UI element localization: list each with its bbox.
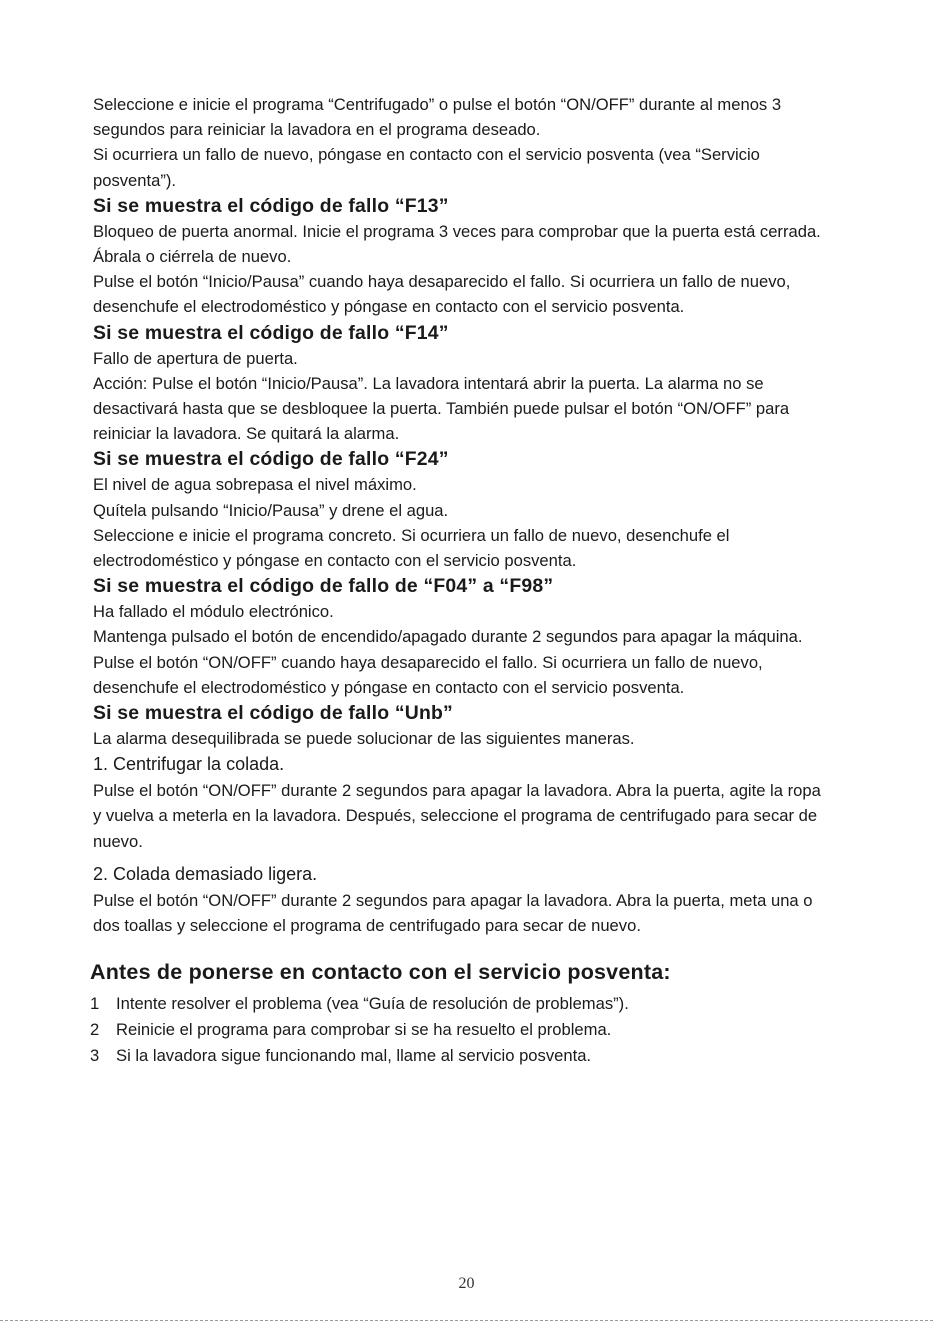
f24-paragraph-2: Quítela pulsando “Inicio/Pausa” y drene el agua.: [93, 500, 449, 520]
step-number: 3: [90, 1045, 100, 1065]
step-text: Si la lavadora sigue funcionando mal, llame al servicio posventa.: [116, 1045, 592, 1065]
f24-paragraph-3: Seleccione e inicie el programa concreto. Si ocurriera un fallo de nuevo, desenchufe el electrodoméstico y póngase en contacto con el servicio posventa.: [93, 525, 730, 571]
step-text: Intente resolver el problema (vea “Guía de resolución de problemas”).: [116, 994, 629, 1014]
page-number: 20: [458, 1275, 475, 1292]
f24-paragraph-1: El nivel de agua sobrepasa el nivel máximo.: [93, 475, 417, 495]
f13-paragraph-3: Pulse el botón “Inicio/Pausa” cuando haya desaparecido el fallo. Si ocurriera un fallo de nuevo, desenchufe el electrodoméstico y póngase en contacto con el servicio posventa.: [93, 272, 791, 317]
f04f98-paragraph-1: Ha fallado el módulo electrónico.: [93, 602, 334, 622]
step-number: 1: [90, 994, 100, 1014]
unb-item-2-text: Pulse el botón “ON/OFF” durante 2 segundos para apagar la lavadora. Abra la puerta, meta una o dos toallas y seleccione el programa de centrifugado para secar de nuevo.: [93, 890, 813, 936]
step-item-3: [90, 1043, 828, 1069]
unb-item-1-title: 1. Centrifugar la colada.: [93, 754, 285, 775]
step-number: 2: [90, 1020, 100, 1040]
f04f98-paragraph-3: Pulse el botón “ON/OFF” cuando haya desaparecido el fallo. Si ocurriera un fallo de nuevo, desenchufe el electrodoméstico y póngase en contacto con el servicio posventa.: [93, 652, 763, 697]
unb-item-1-text: Pulse el botón “ON/OFF” durante 2 segundos para apagar la lavadora. Abra la puerta, agite la ropa y vuelva a meterla en la lavadora. Después, seleccione el programa de centrifugado para secar de nuevo.: [93, 781, 821, 851]
heading-f13: Si se muestra el código de fallo “F13”: [93, 194, 449, 217]
f14-paragraph-1: Fallo de apertura de puerta.: [93, 348, 298, 368]
f14-paragraph-2: Acción: Pulse el botón “Inicio/Pausa”. La lavadora intentará abrir la puerta. La alarma no se desactivará hasta que se desbloquee la puerta. También puede pulsar el botón “ON/OFF” para reiniciar la lavadora. Se quitará la alarma.: [93, 373, 790, 444]
heading-unb: Si se muestra el código de fallo “Unb”: [93, 702, 453, 725]
f13-paragraph-2: Ábrala o ciérrela de nuevo.: [93, 247, 292, 267]
unb-item-2-title: 2. Colada demasiado ligera.: [93, 863, 318, 884]
page-content: [90, 92, 828, 1069]
intro-paragraph-1: Seleccione e inicie el programa “Centrifugado” o pulse el botón “ON/OFF” durante al menos 3 segundos para reiniciar la lavadora en el programa deseado.: [93, 95, 782, 140]
step-item-2: [90, 1017, 828, 1043]
f04f98-paragraph-2: Mantenga pulsado el botón de encendido/apagado durante 2 segundos para apagar la máquina.: [93, 627, 803, 647]
bottom-divider: [0, 1320, 933, 1321]
intro-paragraph-2: Si ocurriera un fallo de nuevo, póngase en contacto con el servicio posventa (vea “Servicio posventa”).: [93, 145, 760, 190]
f13-paragraph-1: Bloqueo de puerta anormal. Inicie el programa 3 veces para comprobar que la puerta está cerrada.: [93, 221, 821, 241]
heading-before-service: Antes de ponerse en contacto con el servicio posventa:: [90, 960, 671, 985]
step-item-1: [90, 991, 828, 1017]
heading-f14: Si se muestra el código de fallo “F14”: [93, 321, 449, 344]
heading-f04-f98: Si se muestra el código de fallo de “F04” a “F98”: [93, 575, 554, 598]
step-text: Reinicie el programa para comprobar si se ha resuelto el problema.: [116, 1020, 612, 1040]
unb-paragraph-1: La alarma desequilibrada se puede solucionar de las siguientes maneras.: [93, 729, 635, 749]
heading-f24: Si se muestra el código de fallo “F24”: [93, 448, 449, 471]
